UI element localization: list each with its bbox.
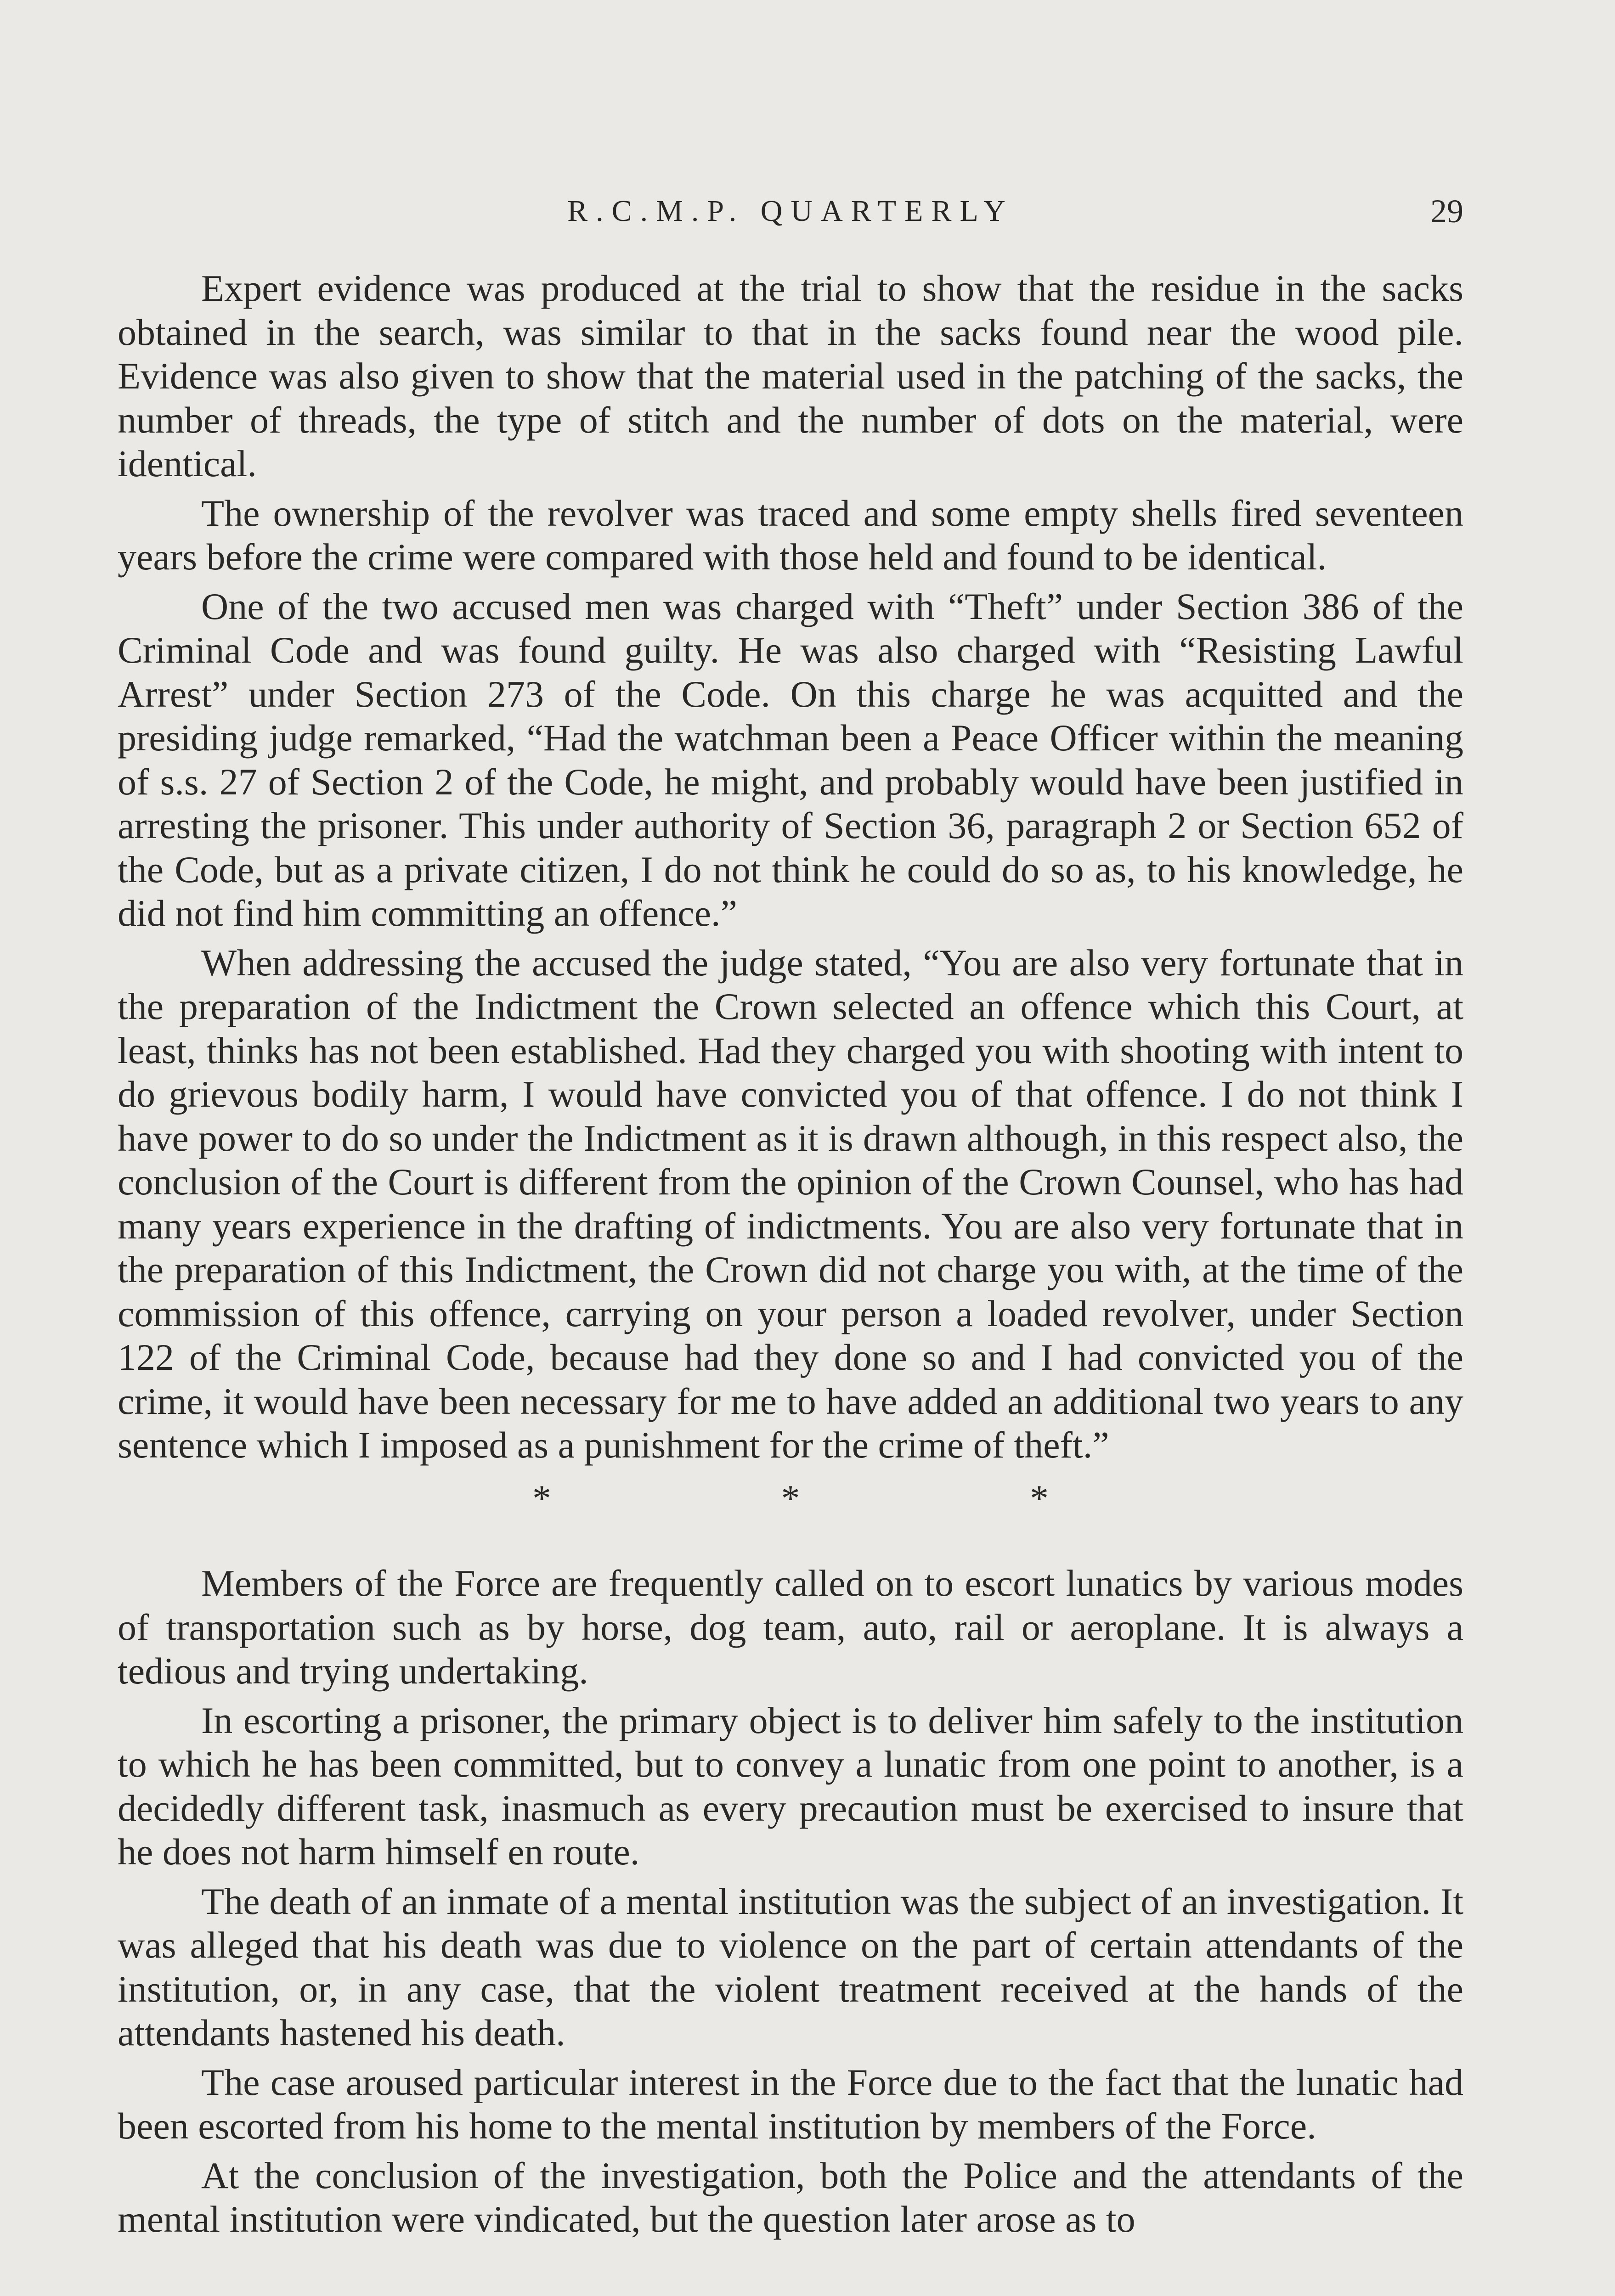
body-text bbox=[118, 266, 1463, 2247]
paragraph: Members of the Force are frequently called on to escort lunatics by various modes of transportation such as by horse, dog team, auto, rail or aeroplane. It is always a tedious and trying undertaking. bbox=[118, 1562, 1463, 1692]
paragraph: At the conclusion of the investigation, both the Police and the attendants of the mental institution were vindicated, but the question later arose as to bbox=[118, 2154, 1463, 2240]
paragraph: The death of an inmate of a mental institution was the subject of an investigation. It was alleged that his death was due to violence on the part of certain attendants of the institution, or, in any case, that the violent treatment received at the hands of the attendants hastened his death. bbox=[118, 1880, 1463, 2054]
page-number: 29 bbox=[1430, 193, 1463, 230]
paragraph: Expert evidence was produced at the trial to show that the residue in the sacks obtained in the search, was similar to that in the sacks found near the wood pile. Evidence was also given to show that the material used in the patching of the sacks, the number of threads, the type of stitch and the number of dots on the material, were identical. bbox=[118, 267, 1463, 484]
paragraph: The case aroused particular interest in the Force due to the fact that the lunatic had been escorted from his home to the mental institution by members of the Force. bbox=[118, 2061, 1463, 2147]
page-header bbox=[118, 186, 1463, 236]
paragraph: In escorting a prisoner, the primary object is to deliver him safely to the institution to which he has been committed, but to convey a lunatic from one point to another, is a decidedly different task, inasmuch as every precaution must be exercised to insure that he does not harm himself en route. bbox=[118, 1699, 1463, 1873]
paragraph: One of the two accused men was charged with “Theft” under Section 386 of the Criminal Code and was found guilty. He was also charged with “Resisting Lawful Arrest” under Section 273 of the Code. On this charge he was acquitted and the presiding judge remarked, “Had the watchman been a Peace Officer within the meaning of s.s. 27 of Section 2 of the Code, he might, and probably would have been justified in arresting the prisoner. This under authority of Section 36, paragraph 2 or Section 652 of the Code, but as a private citizen, I do not think he could do so as, to his knowledge, he did not find him committing an offence.” bbox=[118, 585, 1463, 934]
section-separator: * * * bbox=[532, 1477, 1159, 1519]
running-head: R.C.M.P. QUARTERLY bbox=[567, 194, 1014, 228]
paragraph: When addressing the accused the judge stated, “You are also very fortunate that in the preparation of the Indictment the Crown selected an offence which this Court, at least, thinks has not been established. Had they charged you with shooting with intent to do grievous bodily harm, I would have convicted you of that offence. I do not think I have power to do so under the Indictment as it is drawn although, in this respect also, the conclusion of the Court is different from the opinion of the Crown Counsel, who has had many years experience in the drafting of indictments. You are also very fortunate that in the preparation of this Indictment, the Crown did not charge you with, at the time of the commission of this offence, carrying on your person a loaded revolver, under Section 122 of the Criminal Code, because had they done so and I had convicted you of the crime, it would have been necessary for me to have added an additional two years to any sentence which I imposed as a punishment for the crime of theft.” bbox=[118, 941, 1463, 1466]
paragraph: The ownership of the revolver was traced and some empty shells fired seventeen years before the crime were compared with those held and found to be identical. bbox=[118, 492, 1463, 578]
